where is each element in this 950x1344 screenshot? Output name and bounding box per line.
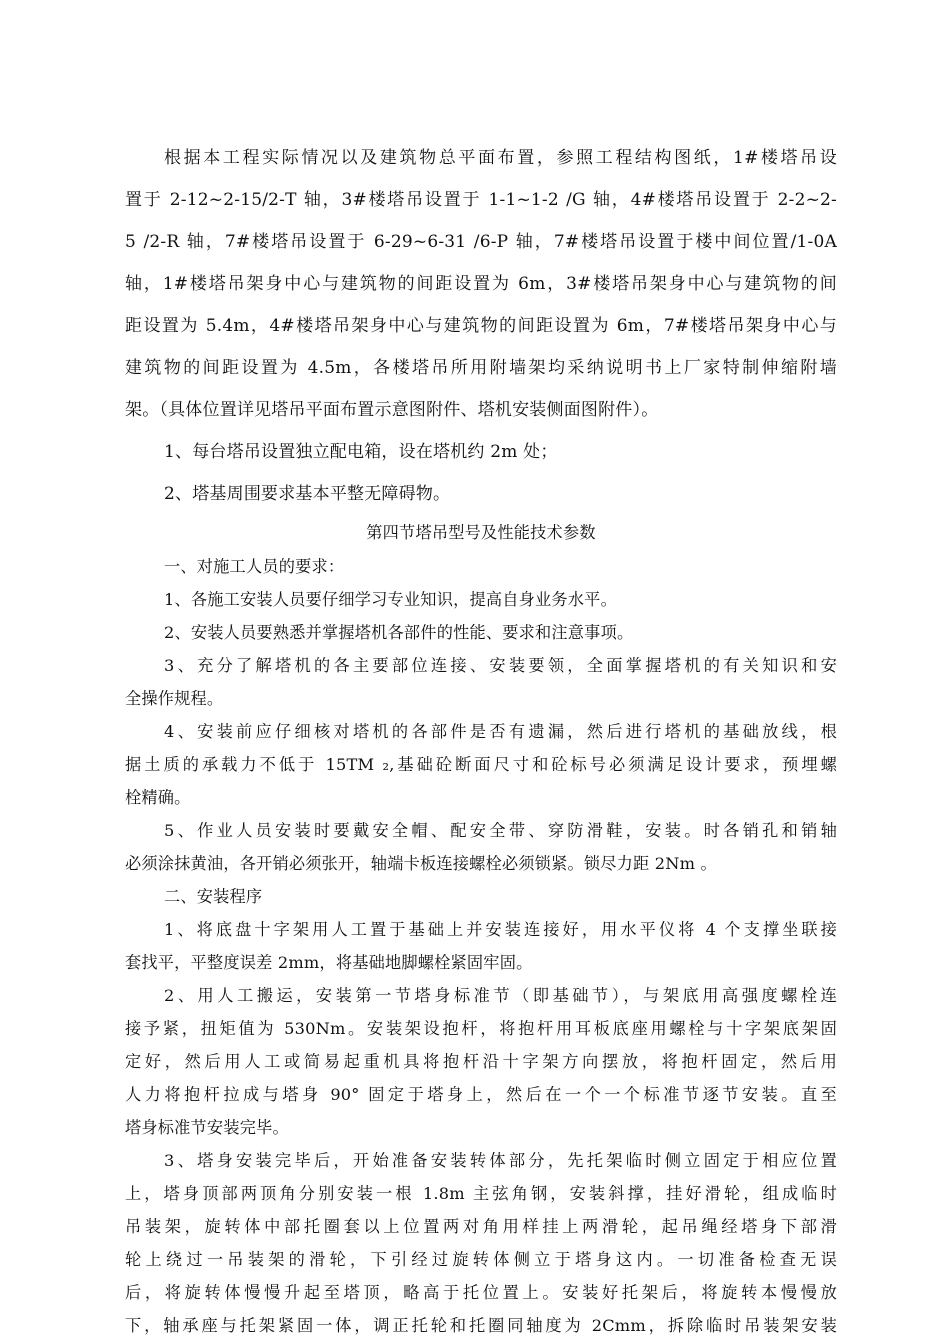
paragraph-line: 根据本工程实际情况以及建筑物总平面布置，参照工程结构图纸，1#楼塔吊设 bbox=[164, 148, 837, 168]
paragraph-line: 建筑物的间距设置为 4.5m，各楼塔吊所用附墙架均采纳说明书上厂家特制伸缩附墙 bbox=[125, 358, 837, 378]
list-item-continued: 下，轴承座与托架紧固一体，调正托轮和托圈同轴度为 2Cmm，拆除临时吊装架安装 bbox=[125, 1316, 837, 1335]
list-item-continued: 上，塔身顶部两顶角分别安装一根 1.8m 主弦角钢，安装斜撑，挂好滑轮，组成临时 bbox=[125, 1184, 837, 1203]
list-item: 2、用人工搬运，安装第一节塔身标准节（即基础节），与架底用高强度螺栓连 bbox=[164, 986, 837, 1005]
list-item-continued: 定好，然后用人工或简易起重机具将抱杆沿十字架方向摆放，将抱杆固定，然后用 bbox=[125, 1052, 837, 1071]
list-item: 1、每台塔吊设置独立配电箱，设在塔机约 2m 处； bbox=[164, 442, 558, 462]
list-item-continued: 塔身标准节安装完毕。 bbox=[125, 1118, 289, 1137]
list-item: 2、塔基周围要求基本平整无障碍物。 bbox=[164, 484, 451, 504]
paragraph-line: 5 /2-R 轴，7#楼塔吊设置于 6-29~6-31 /6-P 轴，7#楼塔吊设置于楼中间位置/1-0A bbox=[125, 232, 837, 252]
list-item: 4、安装前应仔细核对塔机的各部件是否有遗漏，然后进行塔机的基础放线，根 bbox=[164, 722, 837, 741]
list-item-continued: 全操作规程。 bbox=[125, 689, 224, 708]
paragraph-line: 置于 2-12~2-15/2-T 轴，3#楼塔吊设置于 1-1~1-2 /G 轴，4#楼塔吊设置于 2-2~2- bbox=[125, 190, 837, 210]
list-item: 3、塔身安装完毕后，开始准备安装转体部分，先托架临时侧立固定于相应位置 bbox=[164, 1151, 837, 1170]
sub-heading: 二、安装程序 bbox=[164, 887, 263, 906]
paragraph-line: 架。（具体位置详见塔吊平面布置示意图附件、塔机安装侧面图附件）。 bbox=[125, 400, 659, 420]
list-item-continued: 栓精确。 bbox=[125, 788, 191, 807]
list-item-continued: 后，将旋转体慢慢升起至塔顶，略高于托位置上。安装好托架后，将旋转本慢慢放 bbox=[125, 1283, 837, 1302]
list-item-continued: 轮上绕过一吊装架的滑轮，下引经过旋转体侧立于塔身这内。一切准备检查无误 bbox=[125, 1250, 837, 1269]
list-item-continued: 人力将抱杆拉成与塔身 90° 固定于塔身上，然后在一个一个标准节逐节安装。直至 bbox=[125, 1085, 837, 1104]
sub-heading: 一、对施工人员的要求： bbox=[164, 557, 345, 576]
list-item-continued: 据土质的承载力不低于 15TM ₂,基础砼断面尺寸和砼标号必须满足设计要求，预埋螺 bbox=[125, 755, 837, 774]
list-item: 1、各施工安装人员要仔细学习专业知识，提高自身业务水平。 bbox=[164, 590, 617, 609]
list-item-continued: 接予紧，扭矩值为 530Nm。安装架设抱杆，将抱杆用耳板底座用螺栓与十字架底架固 bbox=[125, 1019, 837, 1038]
paragraph-line: 距设置为 5.4m，4#楼塔吊架身中心与建筑物的间距设置为 6m，7#楼塔吊架身中心与 bbox=[125, 316, 837, 336]
paragraph-line: 轴，1#楼塔吊架身中心与建筑物的间距设置为 6m，3#楼塔吊架身中心与建筑物的间 bbox=[125, 274, 837, 294]
list-item: 1、将底盘十字架用人工置于基础上并安装连接好，用水平仪将 4 个支撑坐联接 bbox=[164, 920, 837, 939]
list-item: 2、安装人员要熟悉并掌握塔机各部件的性能、要求和注意事项。 bbox=[164, 623, 634, 642]
list-item: 3、充分了解塔机的各主要部位连接、安装要领，全面掌握塔机的有关知识和安 bbox=[164, 656, 837, 675]
list-item-continued: 必须涂抹黄油，各开销必须张开，轴端卡板连接螺栓必须锁紧。锁尽力距 2Nm 。 bbox=[125, 854, 717, 873]
list-item-continued: 吊装架，旋转体中部托圈套以上位置两对角用样挂上两滑轮，起吊绳经塔身下部滑 bbox=[125, 1217, 837, 1236]
list-item: 5、作业人员安装时要戴安全帽、配安全带、穿防滑鞋，安装。时各销孔和销轴 bbox=[164, 821, 837, 840]
list-item-continued: 套找平，平整度误差 2mm，将基础地脚螺栓紧固牢固。 bbox=[125, 953, 533, 972]
section-heading: 第四节塔吊型号及性能技术参数 bbox=[366, 523, 596, 542]
